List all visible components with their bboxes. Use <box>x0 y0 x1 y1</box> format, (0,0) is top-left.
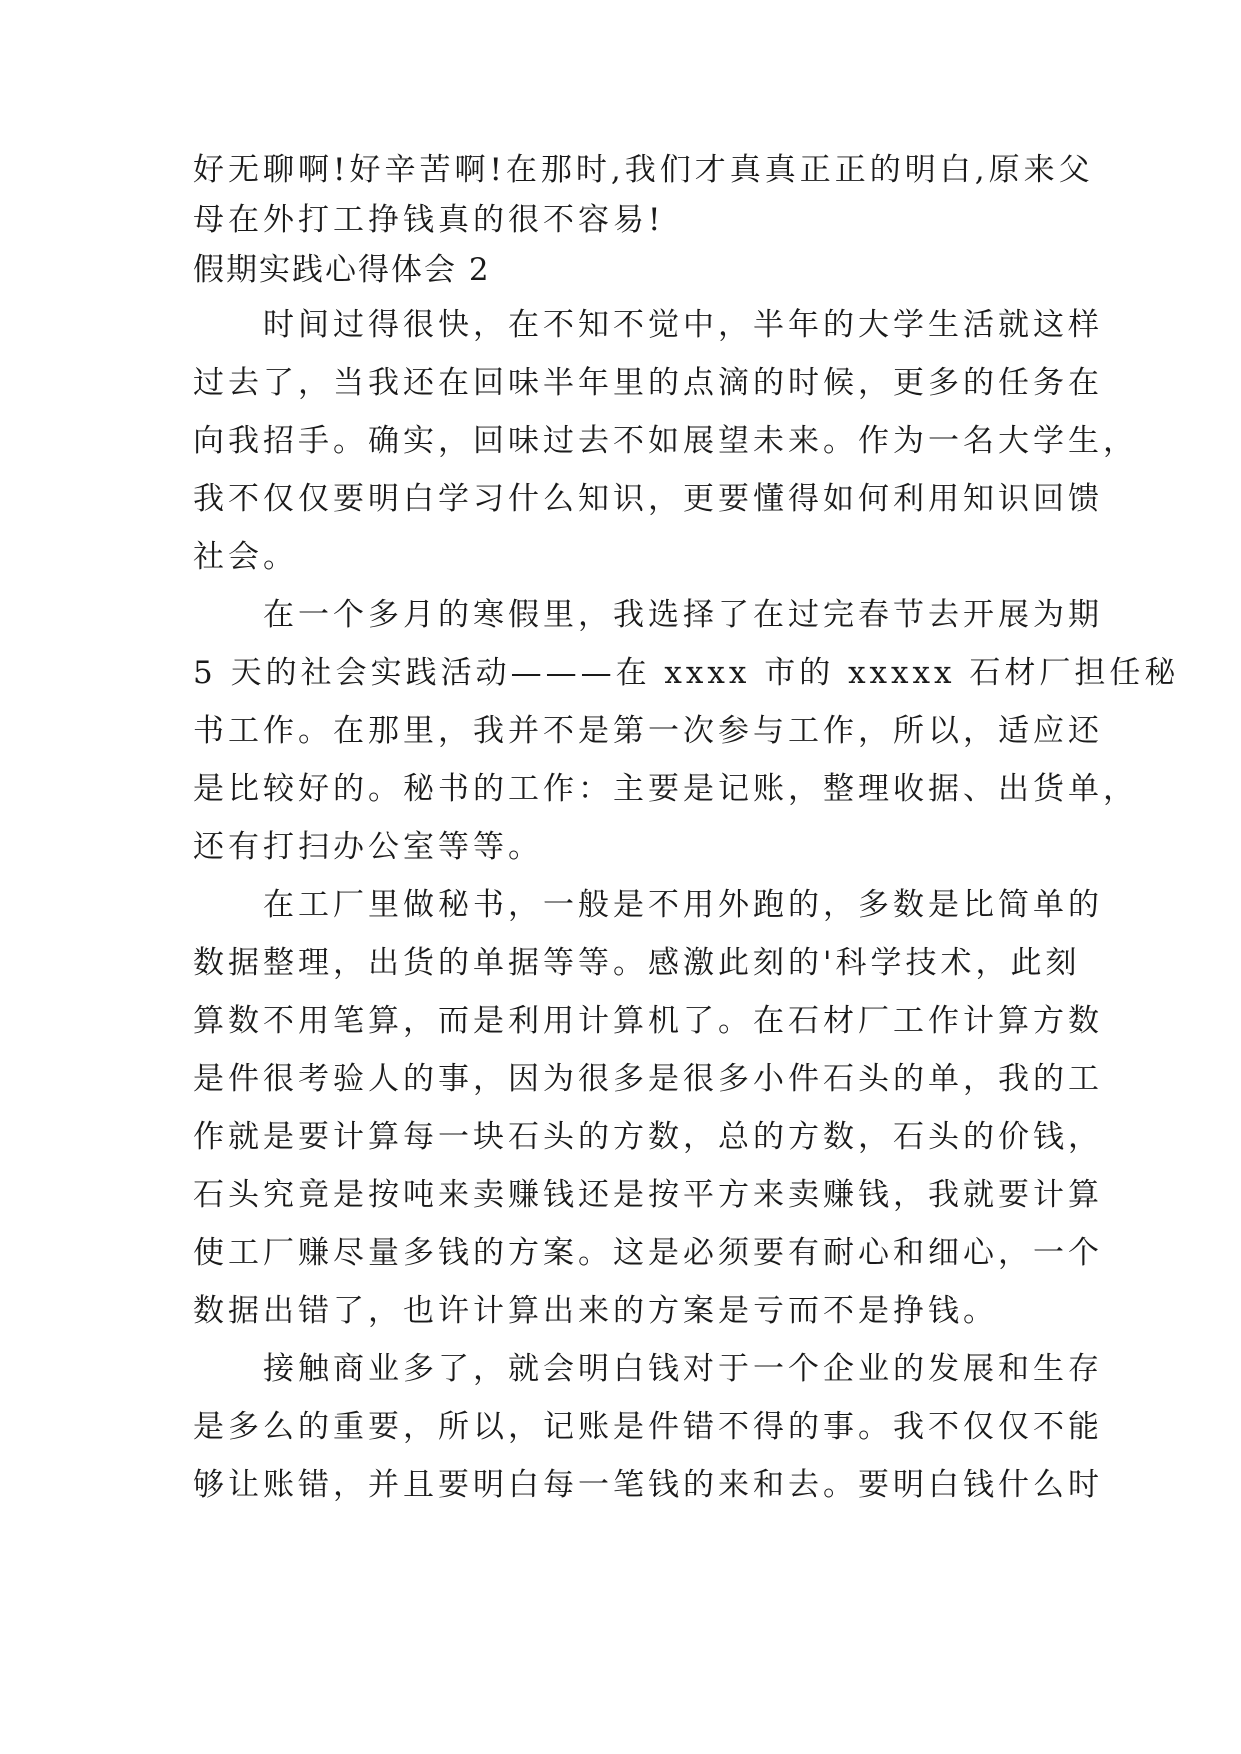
text-line: 时间过得很快，在不知不觉中，半年的大学生活就这样 <box>193 307 1103 343</box>
text-line: 数据整理，出货的单据等等。感激此刻的'科学技术，此刻 <box>193 945 1081 981</box>
text-line: 算数不用笔算，而是利用计算机了。在石材厂工作计算方数 <box>193 1003 1103 1039</box>
text-line: 在一个多月的寒假里，我选择了在过完春节去开展为期 <box>193 597 1103 633</box>
text-line: 是件很考验人的事，因为很多是很多小件石头的单，我的工 <box>193 1061 1103 1097</box>
text-line: 在工厂里做秘书，一般是不用外跑的，多数是比简单的 <box>193 887 1103 923</box>
text-line: 够让账错，并且要明白每一笔钱的来和去。要明白钱什么时 <box>193 1467 1103 1503</box>
text-line: 我不仅仅要明白学习什么知识，更要懂得如何利用知识回馈 <box>193 481 1103 517</box>
text-line: 向我招手。确实，回味过去不如展望未来。作为一名大学生， <box>193 423 1138 459</box>
text-line: 作就是要计算每一块石头的方数，总的方数，石头的价钱， <box>193 1119 1103 1155</box>
section-title: 假期实践心得体会 2 <box>193 252 491 288</box>
text-line: 过去了，当我还在回味半年里的点滴的时候，更多的任务在 <box>193 365 1103 401</box>
text-line: 还有打扫办公室等等。 <box>193 829 543 865</box>
text-line: 好无聊啊!好辛苦啊!在那时,我们才真真正正的明白,原来父 <box>193 152 1094 188</box>
text-line: 使工厂赚尽量多钱的方案。这是必须要有耐心和细心，一个 <box>193 1235 1103 1271</box>
text-line: 是比较好的。秘书的工作：主要是记账，整理收据、出货单， <box>193 771 1138 807</box>
text-line: 数据出错了，也许计算出来的方案是亏而不是挣钱。 <box>193 1293 998 1329</box>
text-line: 5 天的社会实践活动———在 xxxx 市的 xxxxx 石材厂担任秘 <box>193 655 1180 691</box>
text-line: 接触商业多了，就会明白钱对于一个企业的发展和生存 <box>193 1351 1103 1387</box>
text-line: 书工作。在那里，我并不是第一次参与工作，所以，适应还 <box>193 713 1103 749</box>
text-line: 社会。 <box>193 539 298 575</box>
text-line: 是多么的重要，所以，记账是件错不得的事。我不仅仅不能 <box>193 1409 1103 1445</box>
text-line: 石头究竟是按吨来卖赚钱还是按平方来卖赚钱，我就要计算 <box>193 1177 1103 1213</box>
text-line: 母在外打工挣钱真的很不容易! <box>193 202 665 238</box>
